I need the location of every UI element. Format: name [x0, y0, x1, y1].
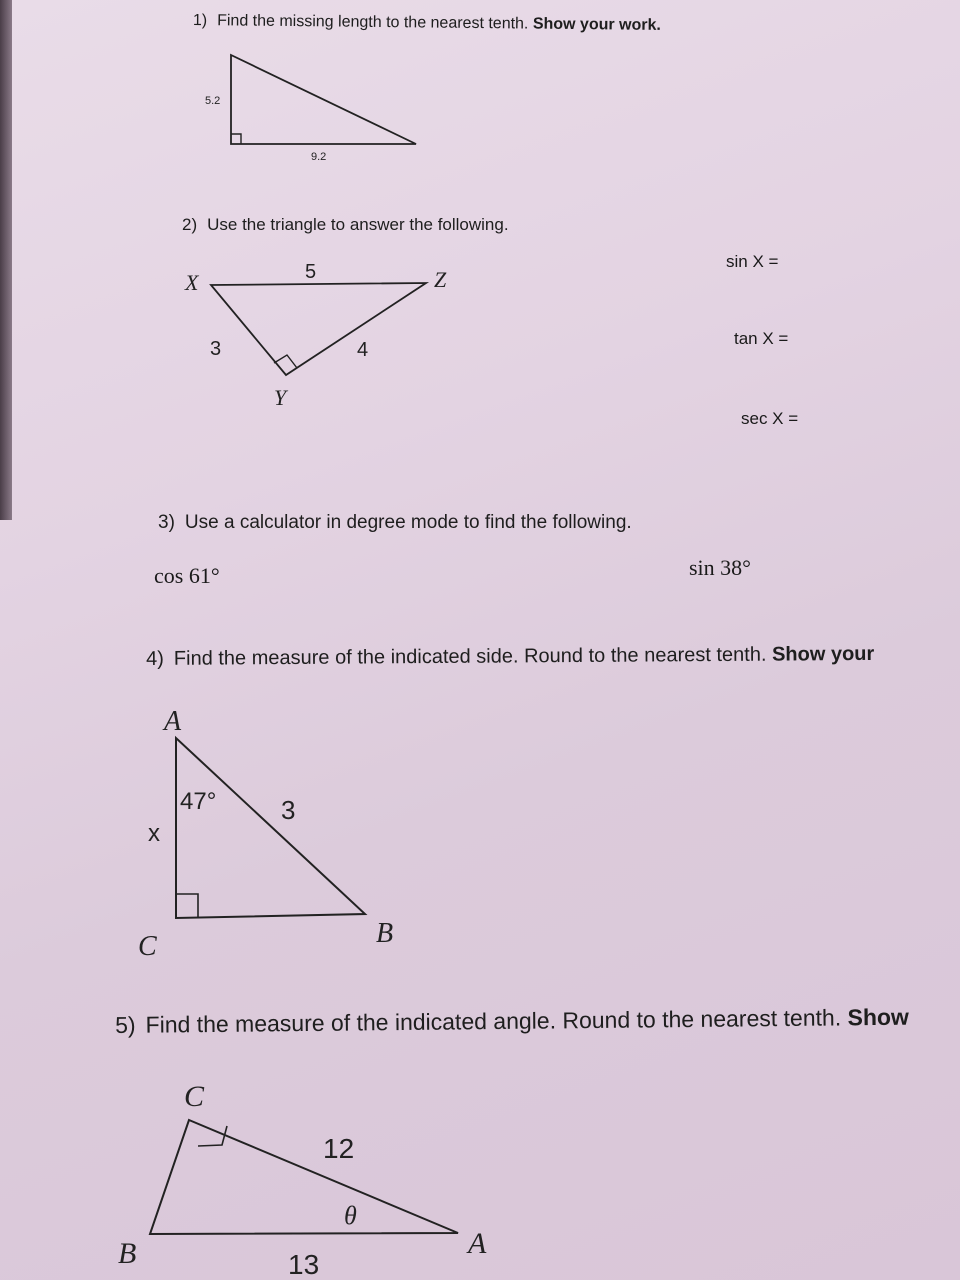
- question-3-text: Use a calculator in degree mode to find the following.: [184, 512, 632, 533]
- q5-vertex-b: B: [118, 1237, 137, 1270]
- question-5-text: Find the measure of the indicated angle. Round to the nearest tenth.: [145, 1004, 842, 1038]
- q4-unknown-label: x: [148, 820, 160, 847]
- question-1-text: Find the missing length to the nearest tenth.: [217, 12, 529, 33]
- q2-prompt-sec: sec X =: [741, 409, 799, 428]
- q2-side-yz: 4: [357, 339, 369, 361]
- q5-theta-label: θ: [344, 1201, 357, 1230]
- question-2-number: 2): [182, 215, 198, 234]
- question-1-number: 1): [192, 12, 208, 30]
- q1-leg-b-label: 9.2: [311, 151, 327, 163]
- q5-triangle: [118, 1080, 487, 1280]
- q4-hyp-label: 3: [281, 795, 296, 825]
- q4-vertex-b: B: [376, 918, 394, 949]
- q5-vertex-a: A: [468, 1227, 487, 1260]
- question-4-number: 4): [146, 647, 164, 670]
- question-4-text: Find the measure of the indicated side. Round to the nearest tenth.: [173, 643, 767, 670]
- q2-side-xz: 5: [305, 261, 317, 283]
- q4-triangle: [138, 706, 393, 962]
- q2-prompt-tan: tan X =: [734, 329, 789, 348]
- question-2-text: Use the triangle to answer the following.: [207, 215, 509, 234]
- q2-vertex-y: Y: [274, 385, 287, 410]
- q3-item-cos: cos 61°: [154, 563, 220, 588]
- question-3-number: 3): [158, 512, 175, 533]
- question-2: [182, 215, 509, 235]
- q5-vertex-c: C: [184, 1080, 205, 1113]
- question-1-bold: Show your work.: [532, 15, 661, 34]
- q4-angle-label: 47°: [180, 788, 217, 815]
- q2-side-xy: 3: [210, 338, 222, 360]
- q3-item-sin: sin 38°: [689, 555, 751, 580]
- question-5-bold: Show: [847, 1003, 909, 1031]
- q4-vertex-a: A: [164, 706, 182, 737]
- q4-vertex-c: C: [138, 931, 157, 962]
- q5-side-ca-label: 12: [323, 1133, 355, 1164]
- question-3: [158, 512, 632, 534]
- q2-triangle: [184, 261, 447, 410]
- question-5-number: 5): [115, 1011, 136, 1038]
- question-4-bold: Show your: [771, 642, 875, 666]
- q2-prompt-sin: sin X =: [726, 252, 779, 271]
- q1-leg-a-label: 5.2: [205, 95, 221, 107]
- q5-side-ba-label: 13: [288, 1249, 320, 1280]
- q1-triangle: [205, 55, 416, 163]
- q2-vertex-x: X: [185, 270, 199, 295]
- q2-vertex-z: Z: [434, 267, 447, 292]
